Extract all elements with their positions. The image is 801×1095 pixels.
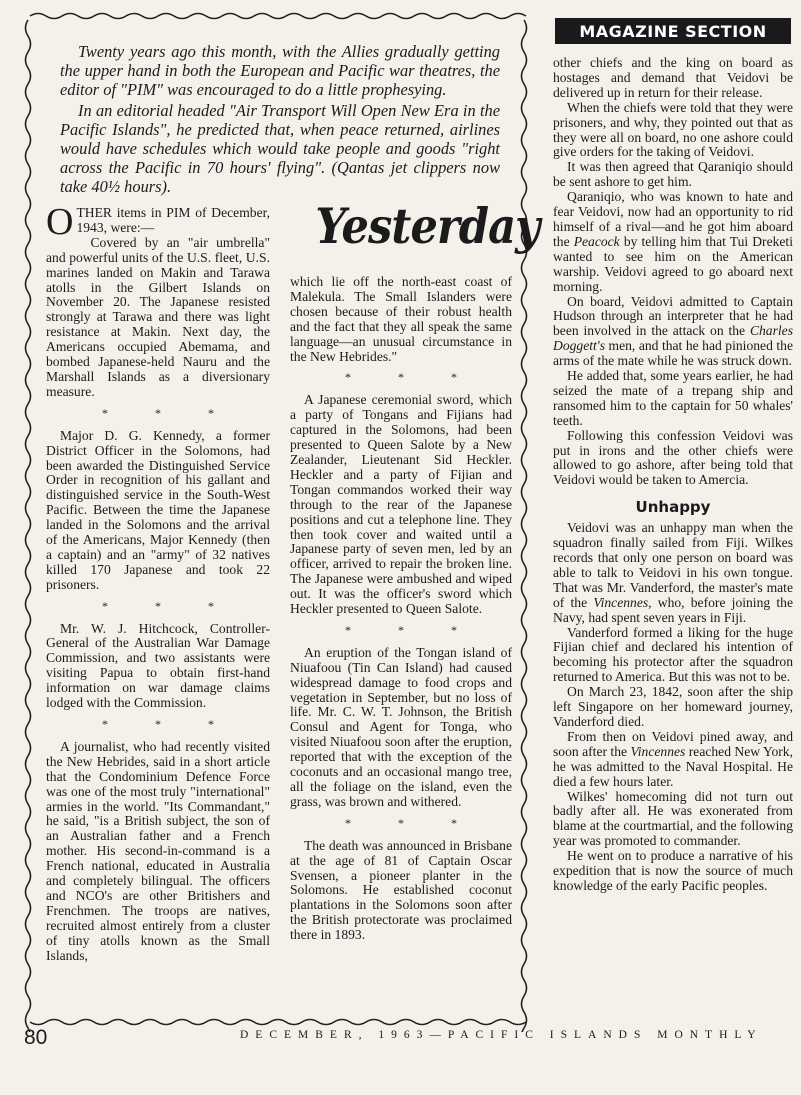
paragraph: Qaraniqio, who was known to hate and fear Veidovi, now had an opportunity to rid himself of a rival—and he got him aboard the Peacock by telling him that Tui Dreketi wanted to see him on the American warship. Veidovi agreed to go aboard next morning. [553,189,793,294]
paragraph: An eruption of the Tongan island of Niuafoou (Tin Can Island) had caused widespread damage to food crops and vegetation in September, but no loss of life. Mr. C. W. T. Johnson, the British Consul and Agent for Tonga, who visited Niuafoou soon after the eruption, reported that with the exception of the coconuts and an occasional mango tree, all the foliage on the island, even the grass, was brown and withered. [290,644,512,809]
ship-name: Peacock [573,233,620,249]
paragraph: He added that, some years earlier, he had seized the mate of a trepang ship and ransomed him to the captain for 50 whales' teeth. [553,368,793,428]
section-divider: * * * [345,622,457,637]
subheading: Unhappy [635,498,711,517]
drop-cap: O [46,201,74,243]
paragraph: which lie off the north-east coast of Malekula. The Small Islanders were chosen because of their robust health and the fact that they all speak the same language—an unusual circumstance in the New Hebrides." [290,274,512,364]
section-divider: * * * [102,717,214,731]
column-3 [553,56,793,894]
intro-paragraph-1: Twenty years ago this month, with the Allies gradually getting the upper hand in both the European and Pacific war theatres, the editor of "PIM" was encouraged to do a little prophesying. [60,42,500,99]
opening-paragraph: OTHER items in PIM of December, 1943, were:— [46,201,270,243]
paragraph: Vanderford formed a liking for the huge Fijian chief and declared his intention of becoming his protector after the squadron returned to America. But this was not to be. [553,624,793,685]
paragraph: It was then agreed that Qaraniqio should be sent ashore to get him. [553,159,793,190]
paragraph: The death was announced in Brisbane at the age of 81 of Captain Oscar Svensen, a pioneer planter in the Solomons. He established coconut plantations in the Solomons soon after the British protectorate was proclaimed there in 1893. [290,837,512,943]
paragraph: Mr. W. J. Hitchcock, Controller-General of the Australian War Damage Commission, and two assistants were visiting Papua to obtain first-hand information on war damage claims lodged with the Commission. [46,620,270,711]
article-title: Yesterday [315,197,540,255]
paragraph: On board, Veidovi admitted to Captain Hudson through an interpreter that he had been involved in the attack on the Charles Doggett's men, and that he had pinioned the arms of the mate while he was struck down. [553,293,793,369]
paragraph: other chiefs and the king on board as hostages and demand that Veidovi be delivered up in return for their release. [553,55,793,100]
paragraph: A Japanese ceremonial sword, which a party of Tongans and Fijians had captured in the Solomons, had been presented to Queen Salote by a New Zealander, Lieutenant Sid Heckler. Heckler and a party of Fijian and Tongan commandos worked their way through to the rear of the Japanese positions and cut a telephone line. They then took cover and waited until a Japanese party of seven men, led by an officer, arrived to repair the broken line. The Japanese were ambushed and wiped out. It was the officer's sword which Heckler presented to Queen Salote. [290,392,512,617]
paragraph: From then on Veidovi pined away, and soon after the Vincennes reached New York, he was admitted to the Naval Hospital. He died a few hours later. [553,728,793,789]
section-divider: * * * [102,598,214,613]
column-2 [290,275,512,943]
paragraph: A journalist, who had recently visited the New Hebrides, said in a short article that the Condominium Defence Force was one of the most truly "international" armies in the world. "Its Commandant," he said, "is a British subject, the son of an Australian father and a French mother. His second-in-command is a French national, educated in Australia and completely bilingual. The officers and NCO's are other Britishers and Frenchmen. The troops are natives, recruited almost entirely from a cluster of tiny atolls known as the Small Islands, [46,738,270,963]
paragraph: Following this confession Veidovi was put in irons and the other chiefs were allowed to go ashore, after being told that Veidovi would be taken to Amercia. [553,427,793,488]
column-1 [46,201,270,964]
page-number: 80 [24,1026,48,1049]
paragraph: On March 23, 1842, soon after the ship left Singapore on her homeward journey, Vanderford died. [553,684,793,729]
ship-name: Vincennes [593,594,649,610]
ship-name: Vincennes [630,743,686,759]
paragraph: Wilkes' homecoming did not turn out badly after all. He was exonerated from blame at the courtmartial, and the following year was promoted to commander. [553,788,793,849]
magazine-section-banner: MAGAZINE SECTION [555,18,791,44]
paragraph: Major D. G. Kennedy, a former District Officer in the Solomons, had been awarded the Distinguished Service Order in recognition of his gallant and distinguished service in the South-West Pacific. Between the time the Japanese landed in the Solomons and the arrival of the Americans, Major Kennedy (then a captain) and an "army" of 32 natives killed 170 Japanese and took 22 prisoners. [46,427,270,592]
section-divider: * * * [345,815,457,830]
section-divider: * * * [345,370,457,385]
paragraph: When the chiefs were told that they were prisoners, and why, they pointed out that as they were all on board, no one ashore could give orders for the taking of Veidovi. [553,99,793,160]
intro-paragraphs [60,42,500,196]
paragraph: Veidovi was an unhappy man when the squadron finally sailed from Fiji. Wilkes records that only one person on board was able to talk to Veidovi in his own tongue. That was Mr. Vanderford, the master's mate of the Vincennes, who, before joining the Navy, had spent seven years in Fiji. [553,520,793,625]
ship-name: Charles Doggett's [553,323,793,354]
paragraph: He went on to produce a narrative of his expedition that is now the source of much knowledge of the early Pacific peoples. [553,848,793,893]
running-footer: DECEMBER, 1963—PACIFIC ISLANDS MONTHLY [240,1029,763,1041]
section-divider: * * * [102,405,214,420]
intro-paragraph-2: In an editorial headed "Air Transport Will Open New Era in the Pacific Islands", he predicted that, when peace returned, airlines would have schedules which would take people and goods "right across the Pacific in 70 hours' flying". (Qantas jet clippers now take 40½ hours). [60,101,500,196]
paragraph: Covered by an "air umbrella" and powerful units of the U.S. fleet, U.S. marines landed on Makin and Tarawa atolls in the Gilbert Islands on November 20. The Japanese resisted strongly at Tarawa and there was light resistance at Makin. Next day, the Americans occupied Abemama, and bombed Japanese-held Nauru and the Marshall Islands as a diversionary measure. [46,234,270,399]
